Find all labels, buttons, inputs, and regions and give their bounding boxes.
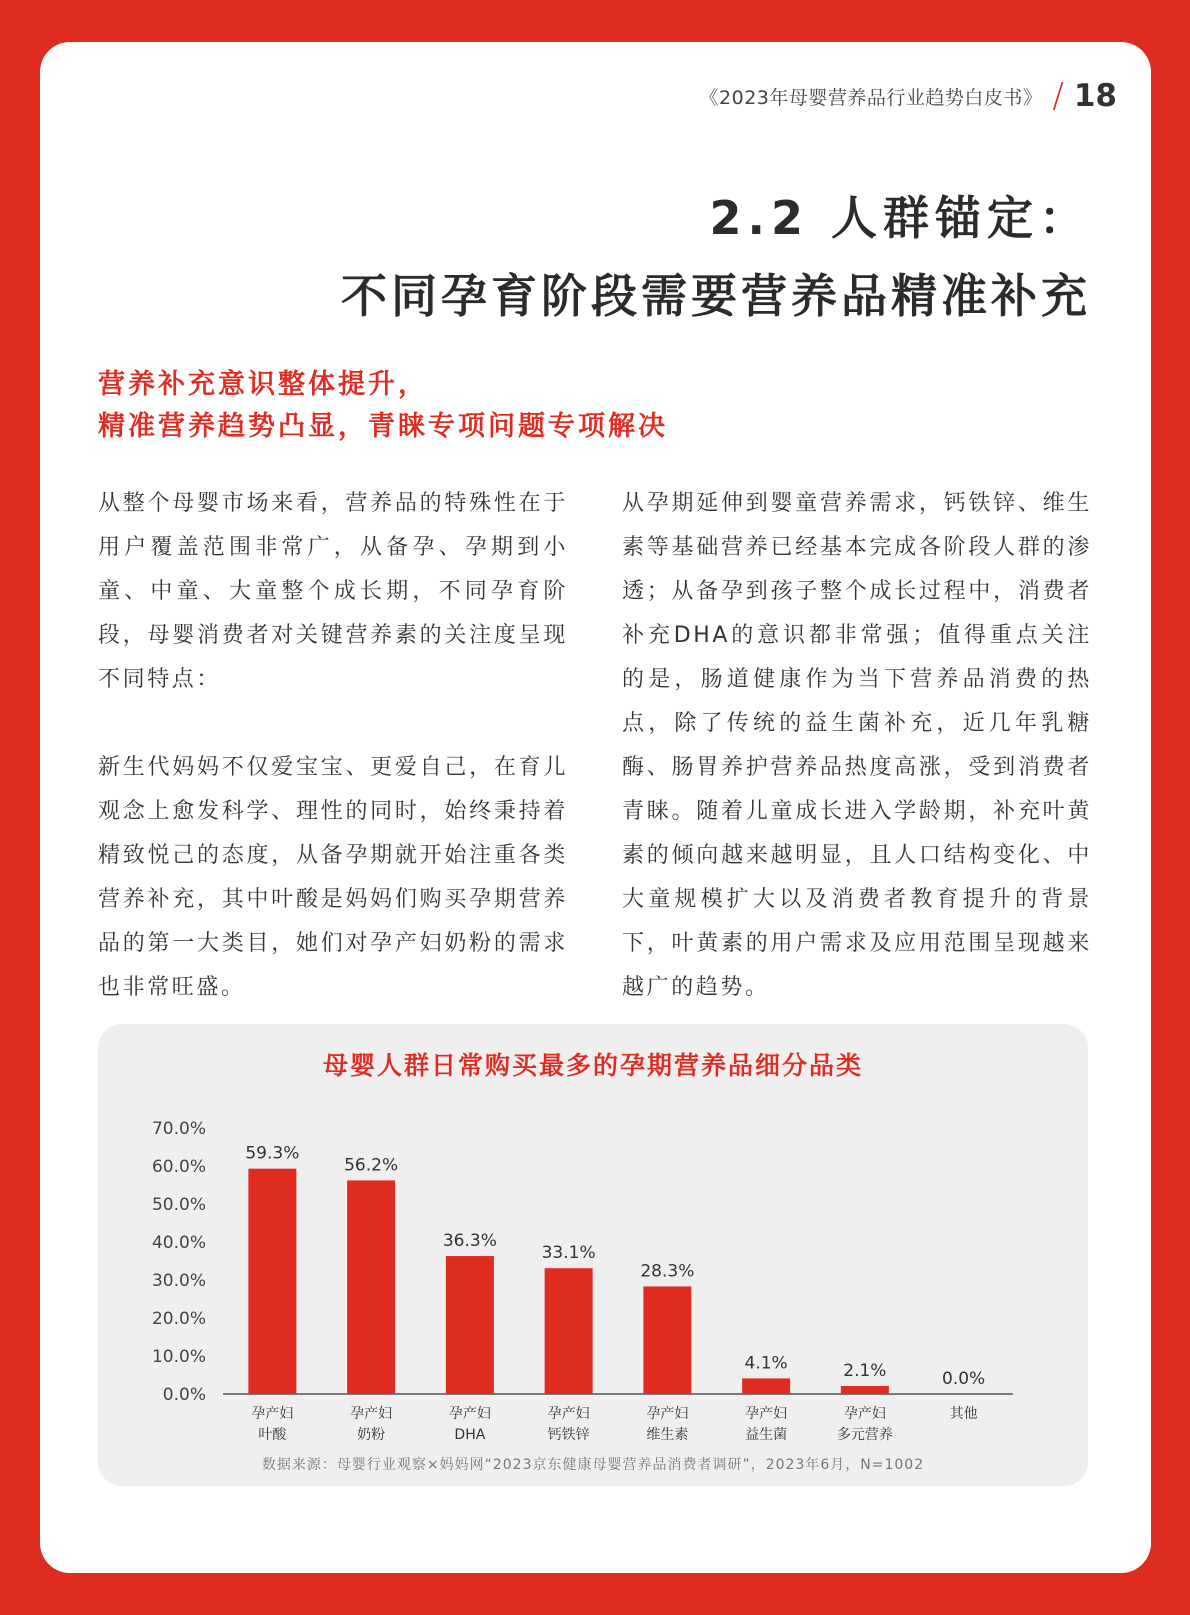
page-header bbox=[700, 78, 1117, 114]
page-number: 18 bbox=[1073, 78, 1117, 114]
x-tick-label: 叶酸 bbox=[258, 1427, 287, 1443]
y-tick-label: 0.0% bbox=[162, 1385, 206, 1405]
body-paragraph: 从整个母婴市场来看，营养品的特殊性在于用户覆盖范围非常广，从备孕、孕期到小童、中童、大童整个成长期，不同孕育阶段，母婴消费者对关键营养素的关注度呈现不同特点： bbox=[98, 491, 568, 692]
x-tick-label: 奶粉 bbox=[357, 1427, 386, 1443]
x-tick-label: 孕产妇 bbox=[251, 1406, 294, 1422]
data-label: 28.3% bbox=[640, 1261, 695, 1282]
data-label: 4.1% bbox=[744, 1353, 788, 1374]
section-title bbox=[341, 182, 1091, 326]
body-left-column bbox=[98, 482, 568, 1010]
bar bbox=[643, 1286, 691, 1394]
x-tick-label: 其他 bbox=[949, 1406, 978, 1422]
body-right-column bbox=[622, 482, 1092, 1010]
data-label: 56.2% bbox=[344, 1155, 399, 1176]
data-label: 33.1% bbox=[541, 1243, 596, 1264]
y-tick-label: 40.0% bbox=[151, 1233, 206, 1253]
document-title: 《2023年母婴营养品行业趋势白皮书》 bbox=[699, 86, 1043, 109]
bar-chart bbox=[98, 1024, 1088, 1486]
bar bbox=[347, 1180, 395, 1394]
x-tick-label: 孕产妇 bbox=[745, 1406, 788, 1422]
y-tick-label: 30.0% bbox=[151, 1271, 206, 1291]
body-paragraph: 新生代妈妈不仅爱宝宝、更爱自己，在育儿观念上愈发科学、理性的同时，始终秉持着精致悦己的态度，从备孕期就开始注重各类营养补充，其中叶酸是妈妈们购买孕期营养品的第一大类目，她们对孕产妇奶粉的需求也非常旺盛。 bbox=[98, 755, 568, 1000]
subtitle-line1: 营养补充意识整体提升， bbox=[98, 369, 428, 400]
section-subtitle bbox=[98, 364, 668, 448]
x-tick-label: 维生素 bbox=[646, 1427, 689, 1443]
subtitle-line2: 精准营养趋势凸显，青睐专项问题专项解决 bbox=[98, 411, 668, 442]
bar bbox=[841, 1386, 889, 1394]
y-tick-label: 50.0% bbox=[151, 1195, 206, 1215]
data-label: 0.0% bbox=[942, 1369, 986, 1389]
x-tick-label: DHA bbox=[454, 1427, 486, 1443]
bar bbox=[545, 1268, 593, 1394]
x-tick-label: 孕产妇 bbox=[646, 1406, 689, 1422]
chart-title: 母婴人群日常购买最多的孕期营养品细分品类 bbox=[322, 1051, 863, 1080]
x-tick-label: 钙铁锌 bbox=[547, 1427, 590, 1443]
x-tick-label: 多元营养 bbox=[836, 1427, 893, 1443]
body-paragraph: 从孕期延伸到婴童营养需求，钙铁锌、维生素等基础营养已经基本完成各阶段人群的渗透；从备孕到孩子整个成长过程中，消费者补充DHA的意识都非常强；值得重点关注的是，肠道健康作为当下营养品消费的热点，除了传统的益生菌补充，近几年乳糖酶、肠胃养护营养品热度高涨，受到消费者青睐。随着儿童成长进入学龄期，补充叶黄素的倾向越来越明显，且人口结构变化、中大童规模扩大以及消费者教育提升的背景下，叶黄素的用户需求及应用范围呈现越来越广的趋势。 bbox=[622, 491, 1092, 1000]
y-tick-label: 10.0% bbox=[151, 1347, 206, 1367]
bar bbox=[742, 1378, 790, 1394]
section-title-line1: 2.2 人群锚定： bbox=[709, 191, 1091, 245]
data-label: 36.3% bbox=[442, 1231, 497, 1252]
page bbox=[40, 42, 1151, 1573]
x-tick-label: 孕产妇 bbox=[350, 1406, 393, 1422]
x-tick-label: 益生菌 bbox=[745, 1427, 788, 1443]
bar bbox=[446, 1256, 494, 1394]
data-label: 59.3% bbox=[245, 1143, 300, 1164]
y-tick-label: 20.0% bbox=[151, 1309, 206, 1329]
y-tick-label: 70.0% bbox=[151, 1119, 206, 1139]
header-divider: / bbox=[1052, 76, 1064, 116]
x-tick-label: 孕产妇 bbox=[547, 1406, 590, 1422]
bar bbox=[248, 1169, 296, 1394]
section-title-line2: 不同孕育阶段需要营养品精准补充 bbox=[341, 269, 1091, 323]
chart-card bbox=[98, 1024, 1088, 1486]
x-tick-label: 孕产妇 bbox=[448, 1406, 491, 1422]
data-label: 2.1% bbox=[843, 1361, 887, 1382]
x-tick-label: 孕产妇 bbox=[843, 1406, 886, 1422]
chart-source: 数据来源：母婴行业观察×妈妈网“2023京东健康母婴营养品消费者调研”，2023年6月，N=1002 bbox=[261, 1457, 925, 1473]
y-tick-label: 60.0% bbox=[151, 1157, 206, 1177]
